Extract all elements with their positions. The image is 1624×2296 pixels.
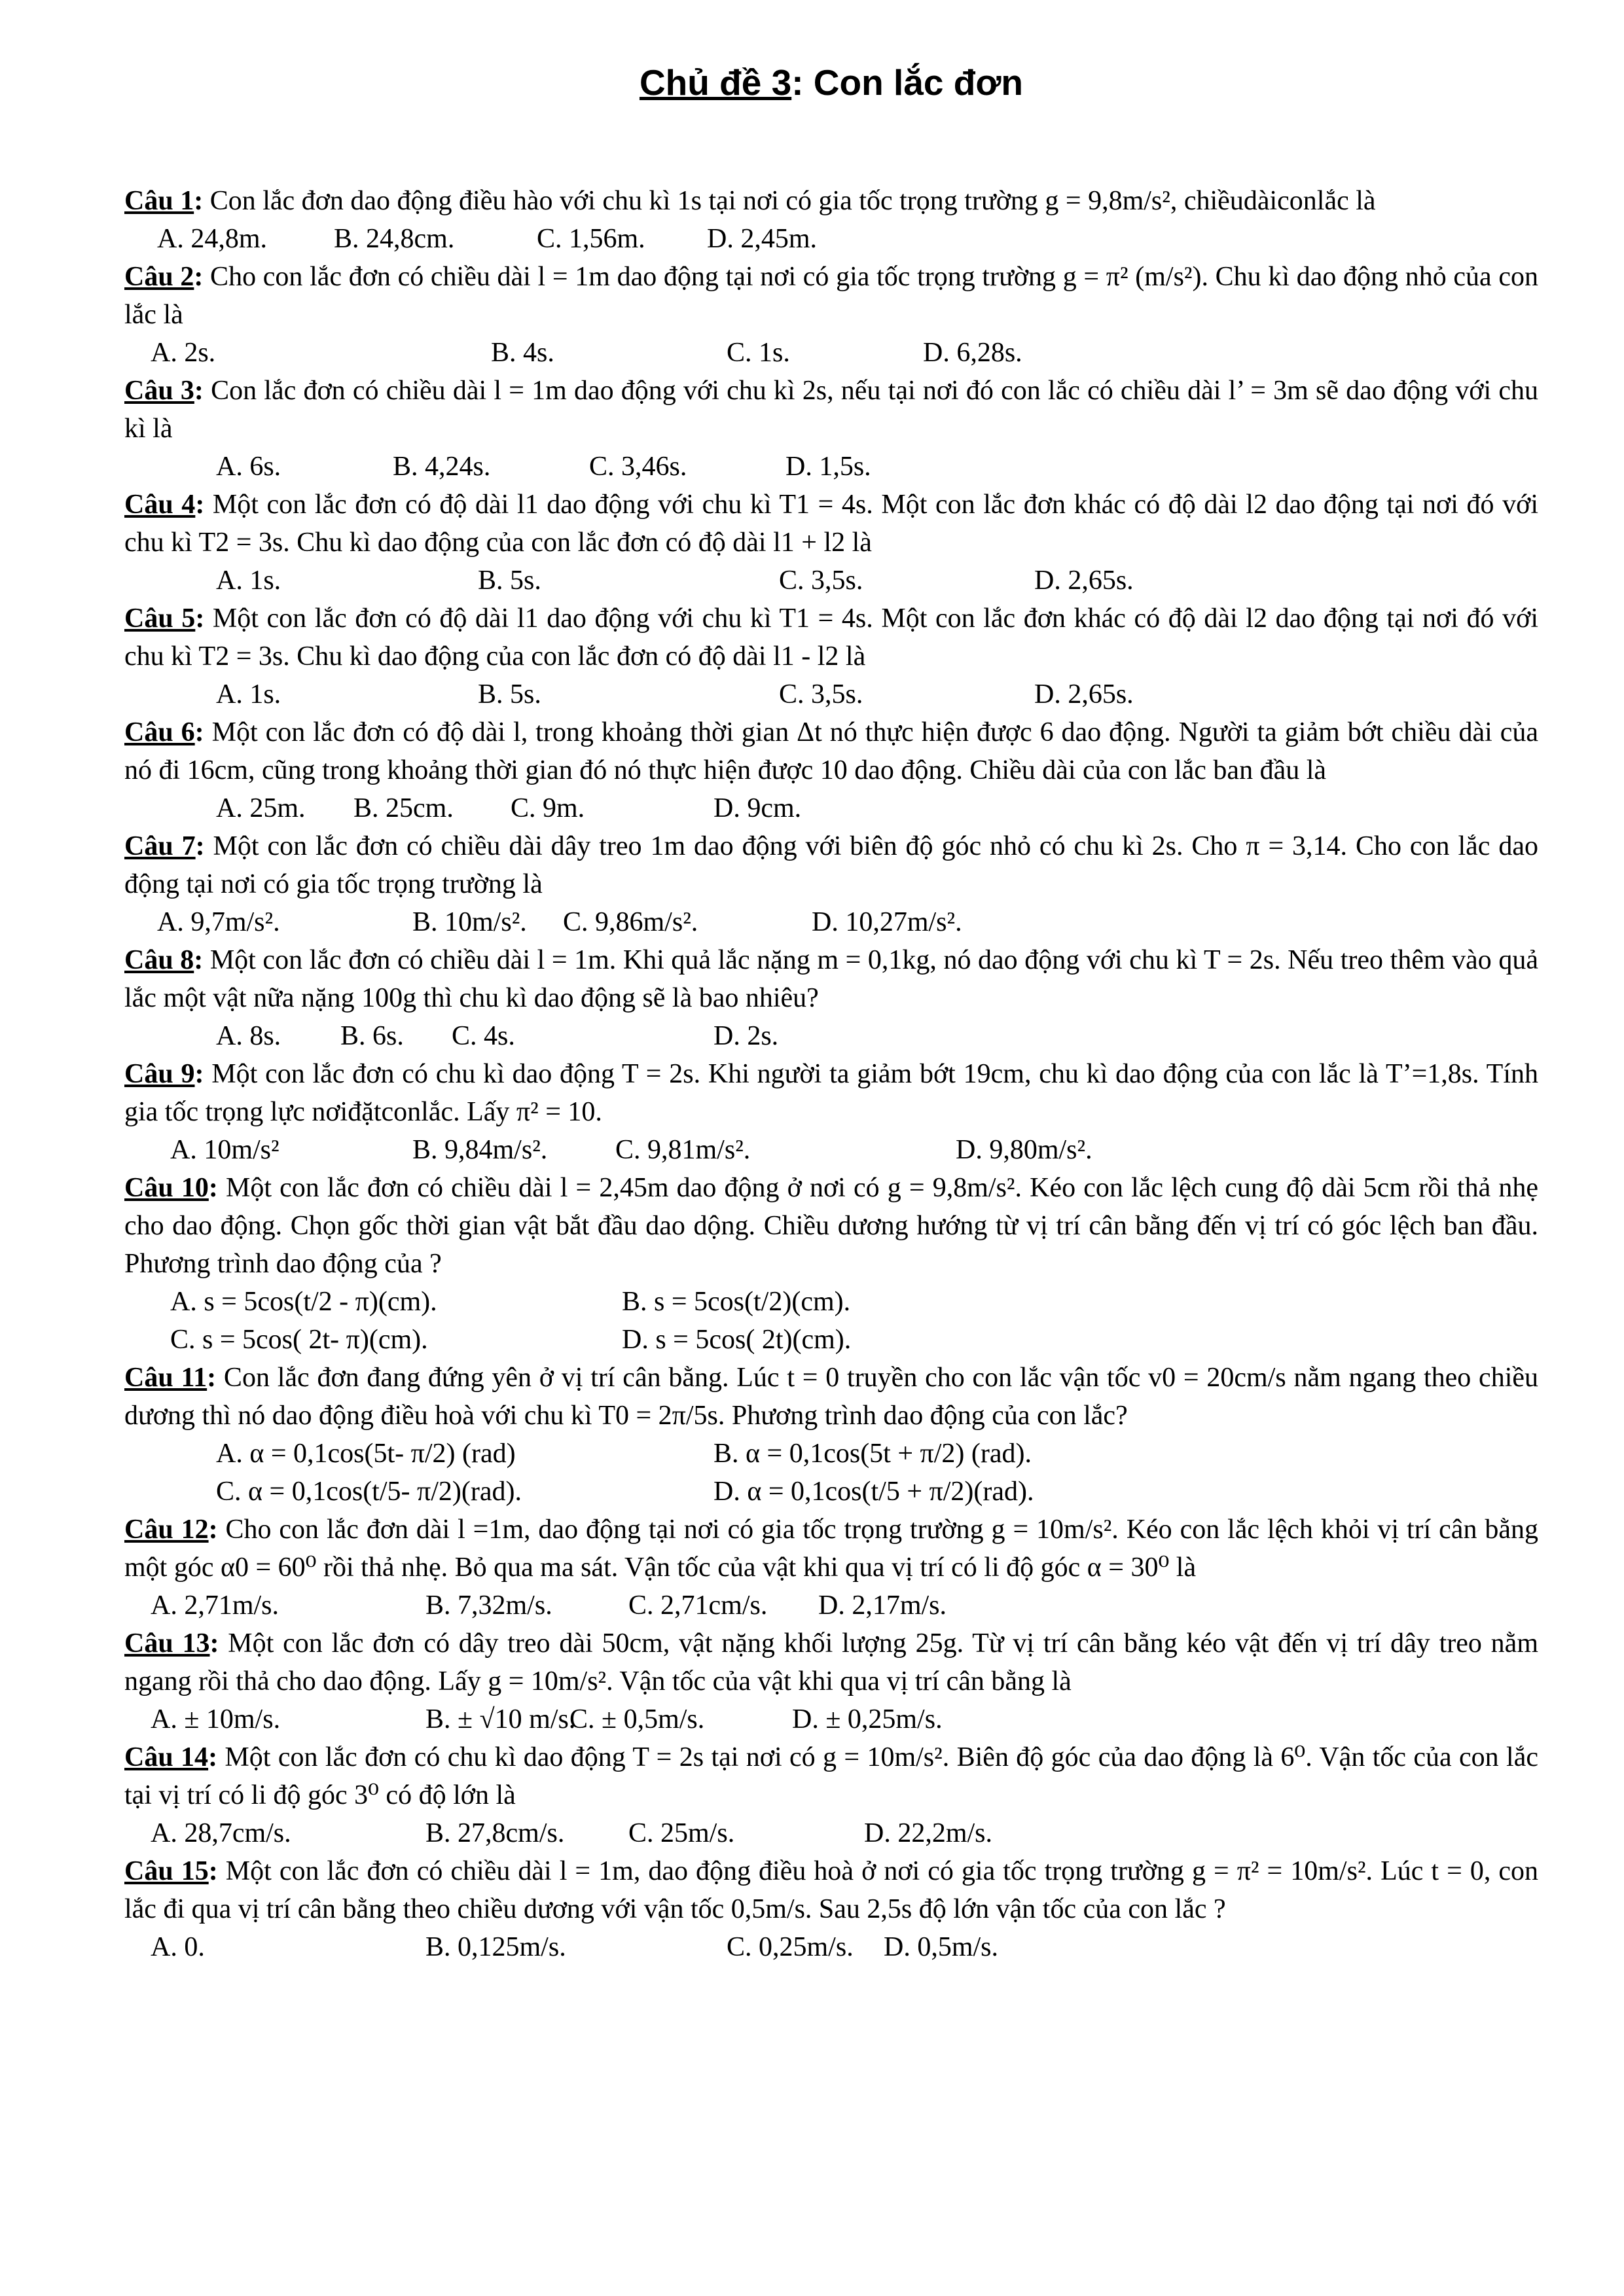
answer-option-b[interactable]: B. 4s. [491,338,554,368]
answer-option-d[interactable]: D. 0,5m/s. [884,1932,999,1962]
answer-option-a[interactable]: A. 1s. [216,679,281,709]
question-body: Một con lắc đơn có chiều dài l = 2,45m dao động ở nơi có g = 9,8m/s². Kéo con lắc lệch cung độ dài 5cm rồi thả nhẹ cho dao động. Chọn gốc thời gian vật bắt đầu dao dộng. Chiều dương hướng từ vị trí cân bằng đến vị trí có góc lệch ban đầu. Phương trình dao động của ? [124,1173,1538,1279]
answer-options [124,220,1538,258]
answer-option-c[interactable]: C. 2,71cm/s. [628,1590,768,1621]
question-text: Câu 9: Một con lắc đơn có chu kì dao động T = 2s. Khi người ta giảm bớt 19cm, chu kì dao động của con lắc là T’=1,8s. Tính gia tốc trọng lực nơiđặtconlắc. Lấy π² = 10. [124,1059,1538,1127]
answer-options [124,1473,1538,1511]
answer-option-c[interactable]: C. 1,56m. [537,224,645,254]
answer-option-b[interactable]: B. 9,84m/s². [412,1135,548,1165]
answer-option-a[interactable]: A. 25m. [216,793,306,823]
answer-options [124,1017,1538,1055]
question-3 [124,372,1538,486]
answer-option-d[interactable]: D. s = 5cos( 2t)(cm). [622,1325,852,1355]
answer-option-c[interactable]: C. α = 0,1cos(t/5- π/2)(rad). [216,1477,522,1507]
question-13 [124,1624,1538,1738]
answer-option-c[interactable]: C. s = 5cos( 2t- π)(cm). [170,1325,428,1355]
question-14 [124,1738,1538,1852]
question-label: Câu 6 [124,717,195,747]
answer-option-d[interactable]: D. ± 0,25m/s. [792,1704,943,1734]
answer-option-b[interactable]: B. 4,24s. [393,452,491,482]
question-list [124,182,1538,1966]
answer-option-b[interactable]: B. 25cm. [353,793,454,823]
question-body: Một con lắc đơn có độ dài l, trong khoảng thời gian Δt nó thực hiện được 6 dao động. Người ta giảm bớt chiều dài của nó đi 16cm, cũng trong khoảng thời gian đó nó thực hiện được 10 dao động. Chiều dài của con lắc ban đầu là [124,717,1538,785]
question-6 [124,713,1538,827]
question-body: Một con lắc đơn có độ dài l1 dao động với chu kì T1 = 4s. Một con lắc đơn khác có độ dài l2 dao động tại nơi đó với chu kì T2 = 3s. Chu kì dao động của con lắc đơn có độ dài l1 + l2 là [124,490,1538,558]
question-label: Câu 2 [124,262,194,292]
answer-options [124,903,1538,941]
question-2 [124,258,1538,372]
question-label: Câu 3 [124,376,194,406]
question-label: Câu 7 [124,831,196,861]
answer-options [124,1283,1538,1321]
answer-option-a[interactable]: A. 6s. [216,452,281,482]
question-body: Một con lắc đơn có chu kì dao động T = 2s. Khi người ta giảm bớt 19cm, chu kì dao động của con lắc là T’=1,8s. Tính gia tốc trọng lực nơiđặtconlắc. Lấy π² = 10. [124,1059,1538,1127]
question-1 [124,182,1538,258]
question-label: Câu 15 [124,1856,209,1886]
answer-option-c[interactable]: C. 3,5s. [779,679,863,709]
answer-options [124,334,1538,372]
answer-option-a[interactable]: A. ± 10m/s. [151,1704,281,1734]
question-body: Một con lắc đơn có chiều dài l = 1m, dao động điều hoà ở nơi có gia tốc trọng trường g = π² = 10m/s². Lúc t = 0, con lắc đi qua vị trí cân bằng theo chiều dương với vận tốc 0,5m/s. Sau 2,5s độ lớn vận tốc của con lắc ? [124,1856,1538,1924]
question-text: Câu 2: Cho con lắc đơn có chiều dài l = 1m dao động tại nơi có gia tốc trọng trường g = π² (m/s²). Chu kì dao động nhỏ của con lắc là [124,262,1538,330]
question-text: Câu 11: Con lắc đơn đang đứng yên ở vị trí cân bằng. Lúc t = 0 truyền cho con lắc vận tốc v0 = 20cm/s nằm ngang theo chiều dương thì nó dao động điều hoà với chu kì T0 = 2π/5s. Phương trình dao động của con lắc? [124,1363,1539,1431]
answer-option-c[interactable]: C. 9m. [511,793,585,823]
answer-options [124,1131,1538,1169]
answer-option-c[interactable]: C. ± 0,5m/s. [569,1704,705,1734]
answer-option-d[interactable]: D. 22,2m/s. [864,1818,993,1848]
answer-options [124,1587,1538,1624]
question-8 [124,941,1538,1055]
question-5 [124,600,1538,713]
question-body: Một con lắc đơn có độ dài l1 dao động với chu kì T1 = 4s. Một con lắc đơn khác có độ dài l2 dao động tại nơi đó với chu kì T2 = 3s. Chu kì dao động của con lắc đơn có độ dài l1 - l2 là [124,603,1538,672]
question-4 [124,486,1538,600]
question-11 [124,1359,1538,1511]
answer-option-d[interactable]: D. 10,27m/s². [812,907,962,937]
question-10 [124,1169,1538,1359]
title-rest: : Con lắc đơn [791,62,1024,103]
question-label: Câu 8 [124,945,194,975]
answer-option-b[interactable]: B. α = 0,1cos(5t + π/2) (rad). [713,1439,1032,1469]
question-body: Một con lắc đơn có chu kì dao động T = 2s tại nơi có g = 10m/s². Biên độ góc của dao động là 6⁰. Vận tốc của con lắc tại vị trí có li độ góc 3⁰ có độ lớn là [124,1742,1538,1810]
question-body: Cho con lắc đơn có chiều dài l = 1m dao động tại nơi có gia tốc trọng trường g = π² (m/s²). Chu kì dao động nhỏ của con lắc là [124,262,1538,330]
answer-option-b[interactable]: B. 0,125m/s. [425,1932,566,1962]
answer-options [124,675,1538,713]
question-text: Câu 5: Một con lắc đơn có độ dài l1 dao động với chu kì T1 = 4s. Một con lắc đơn khác có độ dài l2 dao động tại nơi đó với chu kì T2 = 3s. Chu kì dao động của con lắc đơn có độ dài l1 - l2 là [124,603,1538,672]
question-label: Câu 1 [124,186,194,216]
answer-option-b[interactable]: B. 10m/s². [412,907,527,937]
answer-option-a[interactable]: A. 28,7cm/s. [151,1818,291,1848]
answer-option-a[interactable]: A. 0. [151,1932,205,1962]
answer-option-b[interactable]: B. 5s. [478,565,541,596]
answer-option-d[interactable]: D. 1,5s. [785,452,871,482]
answer-option-a[interactable]: A. 1s. [216,565,281,596]
answer-options [124,562,1538,600]
answer-option-b[interactable]: B. 7,32m/s. [425,1590,552,1621]
question-body: Cho con lắc đơn dài l =1m, dao động tại nơi có gia tốc trọng trường g = 10m/s². Kéo con lắc lệch khỏi vị trí cân bằng một góc α0 = 60⁰ rồi thả nhẹ. Bỏ qua ma sát. Vận tốc của vật khi qua vị trí có li độ góc α = 30⁰ là [124,1515,1538,1583]
question-label: Câu 13 [124,1628,210,1659]
question-label: Câu 12 [124,1515,209,1545]
answer-option-c[interactable]: C. 9,81m/s². [615,1135,751,1165]
answer-option-b[interactable]: B. ± √10 m/s. [425,1704,576,1734]
answer-option-c[interactable]: C. 0,25m/s. [727,1932,854,1962]
question-label: Câu 10 [124,1173,209,1203]
question-15 [124,1852,1538,1966]
answer-option-b[interactable]: B. s = 5cos(t/2)(cm). [622,1287,851,1317]
answer-option-a[interactable]: A. 10m/s² [170,1135,280,1165]
question-7 [124,827,1538,941]
answer-option-d[interactable]: D. 9cm. [713,793,802,823]
question-text: Câu 13: Một con lắc đơn có dây treo dài 50cm, vật nặng khối lượng 25g. Từ vị trí cân bằng kéo vật đến vị trí dây treo nằm ngang rồi thả cho dao động. Lấy g = 10m/s². Vận tốc của vật khi qua vị trí cân bằng là [124,1628,1538,1696]
question-text: Câu 10: Một con lắc đơn có chiều dài l = 2,45m dao động ở nơi có g = 9,8m/s². Kéo con lắc lệch cung độ dài 5cm rồi thả nhẹ cho dao động. Chọn gốc thời gian vật bắt đầu dao dộng. Chiều dương hướng từ vị trí cân bằng đến vị trí có góc lệch ban đầu. Phương trình dao động của ? [124,1173,1538,1279]
question-body: Con lắc đơn đang đứng yên ở vị trí cân bằng. Lúc t = 0 truyền cho con lắc vận tốc v0 = 20cm/s nằm ngang theo chiều dương thì nó dao động điều hoà với chu kì T0 = 2π/5s. Phương trình dao động của con lắc? [124,1363,1539,1431]
question-text: Câu 1: Con lắc đơn dao động điều hào với chu kì 1s tại nơi có gia tốc trọng trường g = 9,8m/s², chiềudàiconlắc là [124,186,1376,216]
question-text: Câu 6: Một con lắc đơn có độ dài l, trong khoảng thời gian Δt nó thực hiện được 6 dao động. Người ta giảm bớt chiều dài của nó đi 16cm, cũng trong khoảng thời gian đó nó thực hiện được 10 dao động. Chiều dài của con lắc ban đầu là [124,717,1538,785]
question-body: Con lắc đơn có chiều dài l = 1m dao động với chu kì 2s, nếu tại nơi đó con lắc có chiều dài l’ = 3m sẽ dao động với chu kì là [124,376,1538,444]
answer-option-d[interactable]: D. 2,45m. [707,224,817,254]
question-text: Câu 12: Cho con lắc đơn dài l =1m, dao động tại nơi có gia tốc trọng trường g = 10m/s². Kéo con lắc lệch khỏi vị trí cân bằng một góc α0 = 60⁰ rồi thả nhẹ. Bỏ qua ma sát. Vận tốc của vật khi qua vị trí có li độ góc α = 30⁰ là [124,1515,1538,1583]
answer-option-c[interactable]: C. 9,86m/s². [563,907,698,937]
document-page [124,59,1538,1966]
question-text: Câu 15: Một con lắc đơn có chiều dài l = 1m, dao động điều hoà ở nơi có gia tốc trọng trường g = π² = 10m/s². Lúc t = 0, con lắc đi qua vị trí cân bằng theo chiều dương với vận tốc 0,5m/s. Sau 2,5s độ lớn vận tốc của con lắc ? [124,1856,1538,1924]
answer-option-d[interactable]: D. 6,28s. [923,338,1022,368]
question-label: Câu 11 [124,1363,208,1393]
answer-options [124,1321,1538,1359]
question-label: Câu 14 [124,1742,209,1772]
question-text: Câu 4: Một con lắc đơn có độ dài l1 dao động với chu kì T1 = 4s. Một con lắc đơn khác có độ dài l2 dao động tại nơi đó với chu kì T2 = 3s. Chu kì dao động của con lắc đơn có độ dài l1 + l2 là [124,490,1538,558]
question-label: Câu 5 [124,603,196,634]
answer-options [124,1814,1538,1852]
answer-option-d[interactable]: D. α = 0,1cos(t/5 + π/2)(rad). [713,1477,1034,1507]
answer-options [124,448,1538,486]
answer-option-d[interactable]: D. 2,65s. [1034,679,1134,709]
answer-options [124,1700,1538,1738]
answer-option-c[interactable]: C. 25m/s. [628,1818,735,1848]
question-text: Câu 7: Một con lắc đơn có chiều dài dây treo 1m dao động với biên độ góc nhỏ có chu kì 2s. Cho π = 3,14. Cho con lắc dao động tại nơi có gia tốc trọng trường là [124,831,1538,899]
answer-option-c[interactable]: C. 1s. [727,338,790,368]
question-label: Câu 4 [124,490,196,520]
question-body: Một con lắc đơn có chiều dài dây treo 1m dao động với biên độ góc nhỏ có chu kì 2s. Cho π = 3,14. Cho con lắc dao động tại nơi có gia tốc trọng trường là [124,831,1538,899]
answer-option-c[interactable]: C. 3,46s. [589,452,687,482]
answer-option-a[interactable]: A. α = 0,1cos(5t- π/2) (rad) [216,1439,516,1469]
answer-options [124,789,1538,827]
answer-option-d[interactable]: D. 9,80m/s². [956,1135,1092,1165]
answer-option-c[interactable]: C. 3,5s. [779,565,863,596]
question-body: Một con lắc đơn có dây treo dài 50cm, vật nặng khối lượng 25g. Từ vị trí cân bằng kéo vật đến vị trí dây treo nằm ngang rồi thả cho dao động. Lấy g = 10m/s². Vận tốc của vật khi qua vị trí cân bằng là [124,1628,1538,1696]
answer-option-c[interactable]: C. 4s. [452,1021,515,1051]
question-text: Câu 3: Con lắc đơn có chiều dài l = 1m dao động với chu kì 2s, nếu tại nơi đó con lắc có chiều dài l’ = 3m sẽ dao động với chu kì là [124,376,1538,444]
question-body: Một con lắc đơn có chiều dài l = 1m. Khi quả lắc nặng m = 0,1kg, nó dao động với chu kì T = 2s. Nếu treo thêm vào quả lắc một vật nữa nặng 100g thì chu kì dao động sẽ là bao nhiêu? [124,945,1538,1013]
question-12 [124,1511,1538,1624]
answer-options [124,1435,1538,1473]
answer-option-a[interactable]: A. 8s. [216,1021,281,1051]
answer-option-a[interactable]: A. 24,8m. [157,224,267,254]
answer-option-a[interactable]: A. 2,71m/s. [151,1590,280,1621]
question-9 [124,1055,1538,1169]
title-topic: Chủ đề 3 [639,62,792,103]
answer-option-d[interactable]: D. 2,65s. [1034,565,1134,596]
answer-options [124,1928,1538,1966]
answer-option-b[interactable]: B. 6s. [340,1021,404,1051]
answer-option-a[interactable]: A. 2s. [151,338,216,368]
page-title [124,59,1538,103]
question-text: Câu 8: Một con lắc đơn có chiều dài l = 1m. Khi quả lắc nặng m = 0,1kg, nó dao động với chu kì T = 2s. Nếu treo thêm vào quả lắc một vật nữa nặng 100g thì chu kì dao động sẽ là bao nhiêu? [124,945,1538,1013]
question-body: Con lắc đơn dao động điều hào với chu kì 1s tại nơi có gia tốc trọng trường g = 9,8m/s², chiềudàiconlắc là [203,186,1376,216]
answer-option-d[interactable]: D. 2s. [713,1021,779,1051]
answer-option-a[interactable]: A. 9,7m/s². [157,907,280,937]
answer-option-d[interactable]: D. 2,17m/s. [818,1590,947,1621]
answer-option-b[interactable]: B. 24,8cm. [334,224,455,254]
question-text: Câu 14: Một con lắc đơn có chu kì dao động T = 2s tại nơi có g = 10m/s². Biên độ góc của dao động là 6⁰. Vận tốc của con lắc tại vị trí có li độ góc 3⁰ có độ lớn là [124,1742,1538,1810]
answer-option-a[interactable]: A. s = 5cos(t/2 - π)(cm). [170,1287,437,1317]
question-label: Câu 9 [124,1059,195,1089]
answer-option-b[interactable]: B. 27,8cm/s. [425,1818,565,1848]
answer-option-b[interactable]: B. 5s. [478,679,541,709]
